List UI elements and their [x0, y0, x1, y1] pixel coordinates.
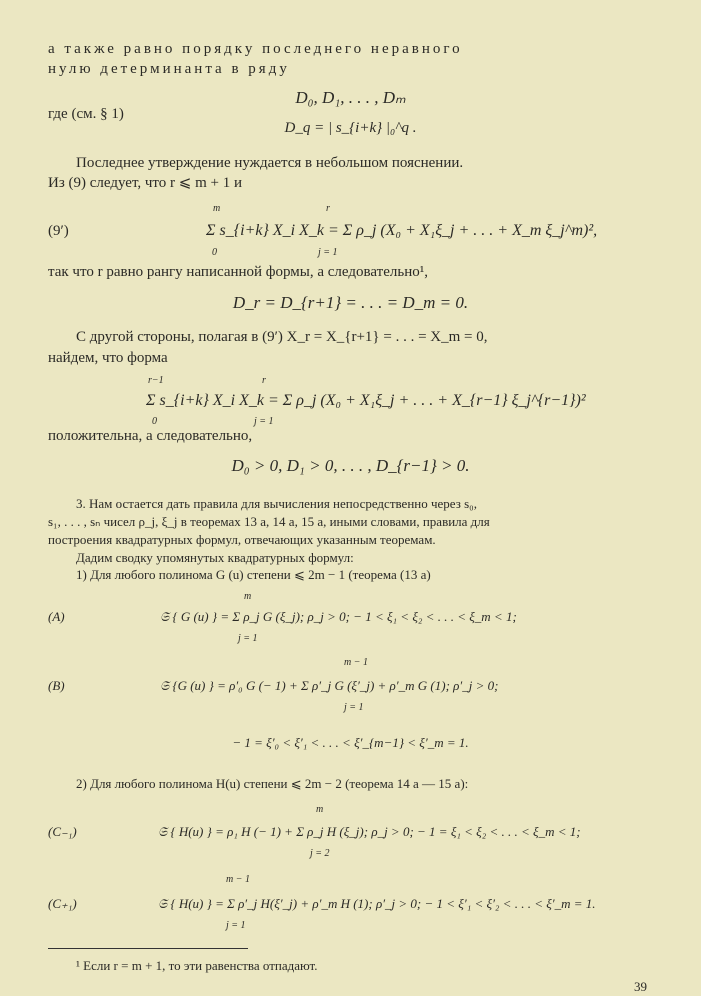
page-number: 39 — [634, 979, 647, 994]
equation-c-plus-1: 𝔖 { H(u) } = Σ ρ′_j H(ξ′_j) + ρ′_m H (1); ρ′_j > 0; − 1 < ξ′₁ < ξ′₂ < . . . < ξ′_m = 1. — [158, 896, 596, 911]
sum-limit: j = 1 — [238, 633, 258, 644]
sum-limit: j = 1 — [226, 920, 246, 931]
sum-limit: 0 — [212, 247, 217, 258]
footnote-divider — [48, 948, 248, 949]
paragraph-line: положительна, а следовательно, — [48, 428, 253, 444]
sum-limit: j = 1 — [318, 247, 338, 258]
sum-limit: r — [326, 203, 330, 214]
paragraph-line: s₁, . . . , sₙ чисел ρ_j, ξ_j в теоремах 13 а, 14 а, 15 а, иными словами, правила для — [48, 514, 490, 529]
equation-label: (B) — [48, 678, 65, 693]
equation-dq: D_q = | s_{i+k} |₀^q . — [284, 120, 417, 136]
sum-limit: m — [316, 804, 324, 815]
paragraph-line: Из (9) следует, что r ⩽ m + 1 и — [48, 175, 242, 191]
paragraph-line: а также равно порядку последнего неравного — [48, 41, 463, 57]
equation-label: (A) — [48, 609, 65, 624]
sum-limit: r — [262, 375, 266, 386]
equation-form: Σ s_{i+k} X_i X_k = Σ ρ_j (X₀ + X₁ξ_j + . . . + X_{r−1} ξ_j^{r−1})² — [146, 392, 586, 409]
equation-b-condition: − 1 = ξ′₀ < ξ′₁ < . . . < ξ′_{m−1} < ξ′_m = 1. — [232, 735, 469, 750]
paragraph-line: где (см. § 1) — [48, 106, 124, 122]
equation-label: (C₋₁) — [48, 824, 77, 839]
equation-9-prime: Σ s_{i+k} X_i X_k = Σ ρ_j (X₀ + X₁ξ_j + . . . + X_m ξ_j^m)², — [206, 222, 598, 239]
paragraph-line: построения квадратурных формул, отвечающих указанным теоремам. — [48, 532, 436, 547]
paragraph-line: С другой стороны, полагая в (9′) X_r = X_{r+1} = . . . = X_m = 0, — [76, 329, 488, 345]
equation-label: (9′) — [48, 223, 69, 239]
sum-limit: 0 — [152, 416, 157, 427]
sum-limit: r−1 — [148, 375, 164, 386]
equation-dr: D_r = D_{r+1} = . . . = D_m = 0. — [232, 293, 469, 312]
equation-c-minus-1: 𝔖 { H(u) } = ρ₁ H (− 1) + Σ ρ_j H (ξ_j); ρ_j > 0; − 1 = ξ₁ < ξ₂ < . . . < ξ_m < 1; — [158, 824, 581, 839]
sum-limit: j = 1 — [254, 416, 274, 427]
equation-d-sequence: D₀, D₁, . . . , Dₘ — [295, 88, 406, 107]
footnote: ¹ Если r = m + 1, то эти равенства отпадают. — [76, 958, 318, 973]
sum-limit: m − 1 — [344, 657, 368, 668]
paragraph-line: 3. Нам остается дать правила для вычисления непосредственно через s₀, — [76, 496, 477, 511]
paragraph-line: так что r равно рангу написанной формы, а следовательно¹, — [48, 264, 428, 280]
sum-limit: m − 1 — [226, 874, 250, 885]
paragraph-line: Последнее утверждение нуждается в небольшом пояснении. — [76, 155, 464, 171]
paragraph-line: нулю детерминанта в ряду — [48, 61, 290, 77]
paragraph-line: найдем, что форма — [48, 350, 168, 366]
paragraph-line: 2) Для любого полинома H(u) степени ⩽ 2m − 2 (теорема 14 а — 15 а): — [76, 776, 469, 791]
equation-a: 𝔖 { G (u) } = Σ ρ_j G (ξ_j); ρ_j > 0; − 1 < ξ₁ < ξ₂ < . . . < ξ_m < 1; — [160, 609, 517, 624]
equation-label: (C₊₁) — [48, 896, 77, 911]
paragraph-line: 1) Для любого полинома G (u) степени ⩽ 2m − 1 (теорема (13 а) — [76, 567, 431, 582]
paragraph-line: Дадим сводку упомянутых квадратурных формул: — [76, 550, 354, 565]
sum-limit: j = 1 — [344, 702, 364, 713]
equation-b: 𝔖 {G (u) } = ρ′₀ G (− 1) + Σ ρ′_j G (ξ′_j) + ρ′_m G (1); ρ′_j > 0; — [160, 678, 499, 693]
sum-limit: j = 2 — [310, 848, 330, 859]
sum-limit: m — [244, 591, 252, 602]
equation-positive: D₀ > 0, D₁ > 0, . . . , D_{r−1} > 0. — [231, 456, 470, 475]
sum-limit: m — [213, 203, 221, 214]
